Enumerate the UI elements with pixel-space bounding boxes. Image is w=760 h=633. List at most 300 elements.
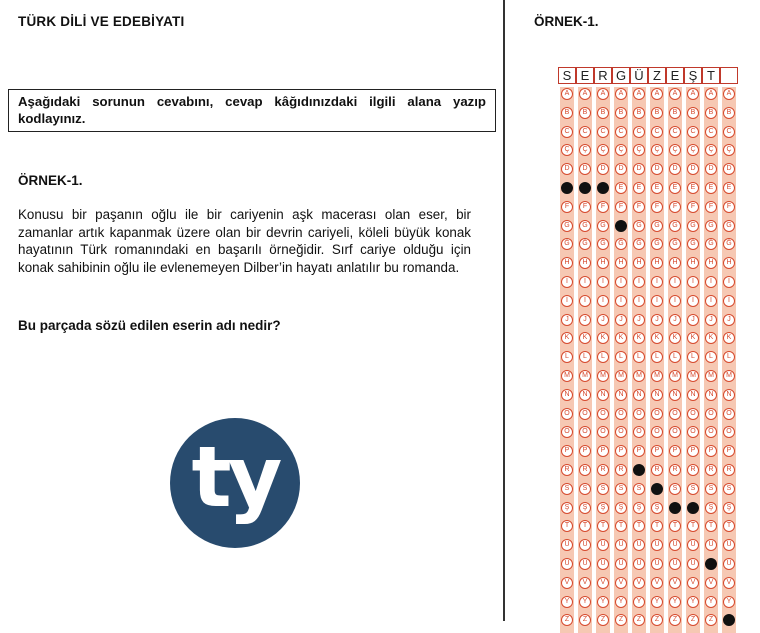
answer-bubble[interactable]: R [687, 464, 699, 476]
answer-bubble[interactable]: V [615, 577, 627, 589]
answer-bubble[interactable]: D [687, 163, 699, 175]
answer-bubble[interactable]: C [597, 126, 609, 138]
answer-bubble[interactable]: Ö [705, 426, 717, 438]
answer-bubble[interactable]: Ş [597, 502, 609, 514]
answer-bubble[interactable]: E [633, 182, 645, 194]
answer-bubble[interactable]: E [705, 182, 717, 194]
answer-bubble[interactable]: R [705, 464, 717, 476]
answer-bubble[interactable]: D [669, 163, 681, 175]
answer-bubble[interactable]: İ [687, 295, 699, 307]
answer-bubble[interactable]: K [615, 332, 627, 344]
answer-bubble[interactable]: H [579, 257, 591, 269]
answer-bubble[interactable]: G [633, 220, 645, 232]
answer-bubble[interactable]: Ç [615, 144, 627, 156]
answer-bubble[interactable]: Ö [651, 426, 663, 438]
answer-bubble[interactable]: V [687, 577, 699, 589]
answer-bubble[interactable]: M [597, 370, 609, 382]
answer-bubble[interactable]: L [615, 351, 627, 363]
answer-bubble[interactable]: P [651, 445, 663, 457]
answer-bubble[interactable]: O [669, 408, 681, 420]
answer-bubble[interactable]: O [615, 408, 627, 420]
answer-bubble[interactable]: M [561, 370, 573, 382]
answer-bubble[interactable]: Z [651, 614, 663, 626]
answer-bubble[interactable]: Ğ [561, 238, 573, 250]
filled-bubble[interactable]: Z [723, 614, 735, 626]
answer-bubble[interactable]: F [669, 201, 681, 213]
page-divider [503, 0, 505, 621]
answer-bubble[interactable]: S [687, 483, 699, 495]
answer-bubble[interactable]: B [615, 107, 627, 119]
answer-bubble[interactable]: P [669, 445, 681, 457]
filled-bubble[interactable]: E [561, 182, 573, 194]
answer-bubble[interactable]: D [651, 163, 663, 175]
answer-bubble[interactable]: Y [597, 596, 609, 608]
answer-bubble[interactable]: T [687, 520, 699, 532]
answer-bubble[interactable]: L [705, 351, 717, 363]
answer-bubble[interactable]: I [633, 276, 645, 288]
answer-bubble[interactable]: G [705, 220, 717, 232]
answer-bubble[interactable]: Ğ [687, 238, 699, 250]
answer-bubble[interactable]: F [597, 201, 609, 213]
answer-bubble[interactable]: S [597, 483, 609, 495]
answer-bubble[interactable]: L [723, 351, 735, 363]
answer-bubble[interactable]: K [705, 332, 717, 344]
answer-bubble[interactable]: R [561, 464, 573, 476]
answer-bubble[interactable]: N [597, 389, 609, 401]
answer-bubble[interactable]: U [705, 539, 717, 551]
answer-bubble[interactable]: K [687, 332, 699, 344]
answer-bubble[interactable]: Ö [669, 426, 681, 438]
answer-bubble[interactable]: Ç [633, 144, 645, 156]
answer-bubble[interactable]: M [651, 370, 663, 382]
answer-bubble[interactable]: Ç [687, 144, 699, 156]
answer-bubble[interactable]: Ö [561, 426, 573, 438]
answer-bubble[interactable]: T [615, 520, 627, 532]
answer-bubble[interactable]: K [597, 332, 609, 344]
answer-bubble[interactable]: M [669, 370, 681, 382]
answer-bubble[interactable]: M [579, 370, 591, 382]
answer-bubble[interactable]: Y [561, 596, 573, 608]
answer-bubble[interactable]: S [615, 483, 627, 495]
answer-bubble[interactable]: J [651, 314, 663, 326]
answer-bubble[interactable]: O [687, 408, 699, 420]
answer-bubble[interactable]: E [651, 182, 663, 194]
answer-bubble[interactable]: K [633, 332, 645, 344]
answer-bubble[interactable]: A [687, 88, 699, 100]
answer-bubble[interactable]: C [705, 126, 717, 138]
answer-bubble[interactable]: A [723, 88, 735, 100]
answer-bubble[interactable]: V [561, 577, 573, 589]
answer-bubble[interactable]: D [579, 163, 591, 175]
answer-bubble[interactable]: Ğ [615, 238, 627, 250]
answer-bubble[interactable]: Ş [561, 502, 573, 514]
answer-bubble[interactable]: S [579, 483, 591, 495]
answer-bubble[interactable]: L [669, 351, 681, 363]
answer-bubble[interactable]: H [705, 257, 717, 269]
answer-bubble[interactable]: T [705, 520, 717, 532]
answer-bubble[interactable]: Ö [723, 426, 735, 438]
answer-bubble[interactable]: Ü [651, 558, 663, 570]
answer-bubble[interactable]: Y [651, 596, 663, 608]
answer-bubble[interactable]: İ [705, 295, 717, 307]
answer-bubble[interactable]: L [561, 351, 573, 363]
answer-bubble[interactable]: C [615, 126, 627, 138]
answer-bubble[interactable]: P [615, 445, 627, 457]
answer-bubble[interactable]: Z [597, 614, 609, 626]
answer-bubble[interactable]: İ [723, 295, 735, 307]
answer-bubble[interactable]: N [687, 389, 699, 401]
answer-bubble[interactable]: Ü [615, 558, 627, 570]
answer-bubble[interactable]: B [651, 107, 663, 119]
answer-bubble[interactable]: Y [723, 596, 735, 608]
filled-bubble[interactable]: Ş [669, 502, 681, 514]
answer-bubble[interactable]: K [669, 332, 681, 344]
answer-bubble[interactable]: Z [579, 614, 591, 626]
answer-bubble[interactable]: E [723, 182, 735, 194]
answer-bubble[interactable]: C [651, 126, 663, 138]
answer-bubble[interactable]: Ş [723, 502, 735, 514]
answer-bubble[interactable]: J [669, 314, 681, 326]
answer-bubble[interactable]: Ü [687, 558, 699, 570]
answer-bubble[interactable]: G [597, 220, 609, 232]
answer-bubble[interactable]: S [669, 483, 681, 495]
answer-bubble[interactable]: N [561, 389, 573, 401]
answer-bubble[interactable]: A [651, 88, 663, 100]
answer-bubble[interactable]: Y [705, 596, 717, 608]
answer-bubble[interactable]: Y [669, 596, 681, 608]
answer-bubble[interactable]: E [687, 182, 699, 194]
answer-bubble[interactable]: A [669, 88, 681, 100]
answer-bubble[interactable]: F [651, 201, 663, 213]
answer-bubble[interactable]: İ [651, 295, 663, 307]
answer-bubble[interactable]: Ü [597, 558, 609, 570]
ty-logo: ty [170, 418, 300, 548]
answer-bubble[interactable]: H [669, 257, 681, 269]
answer-bubble[interactable]: T [633, 520, 645, 532]
answer-bubble[interactable]: H [651, 257, 663, 269]
answer-bubble[interactable]: U [687, 539, 699, 551]
answer-bubble[interactable]: A [705, 88, 717, 100]
answer-bubble[interactable]: O [561, 408, 573, 420]
answer-bubble[interactable]: D [705, 163, 717, 175]
answer-bubble[interactable]: R [615, 464, 627, 476]
answer-bubble[interactable]: N [615, 389, 627, 401]
answer-bubble[interactable]: Ğ [705, 238, 717, 250]
answer-bubble[interactable]: Ğ [723, 238, 735, 250]
answer-bubble[interactable]: N [633, 389, 645, 401]
answer-bubble[interactable]: E [615, 182, 627, 194]
answer-bubble[interactable]: Ğ [597, 238, 609, 250]
answer-bubble[interactable]: H [615, 257, 627, 269]
answer-bubble[interactable]: K [723, 332, 735, 344]
answer-bubble[interactable]: T [597, 520, 609, 532]
answer-bubble[interactable]: A [561, 88, 573, 100]
answer-bubble[interactable]: Z [669, 614, 681, 626]
answer-bubble[interactable]: U [633, 539, 645, 551]
answer-bubble[interactable]: G [669, 220, 681, 232]
answer-bubble[interactable]: T [561, 520, 573, 532]
answer-bubble[interactable]: İ [615, 295, 627, 307]
answer-bubble[interactable]: D [597, 163, 609, 175]
answer-bubble[interactable]: O [579, 408, 591, 420]
answer-bubble[interactable]: Ü [579, 558, 591, 570]
answer-bubble[interactable]: Ş [633, 502, 645, 514]
answer-bubble[interactable]: F [723, 201, 735, 213]
answer-bubble[interactable]: I [669, 276, 681, 288]
answer-bubble[interactable]: Ş [579, 502, 591, 514]
filled-bubble[interactable]: G [615, 220, 627, 232]
answer-bubble[interactable]: N [669, 389, 681, 401]
answer-bubble[interactable]: I [579, 276, 591, 288]
answer-bubble[interactable]: I [561, 276, 573, 288]
answer-bubble[interactable]: B [723, 107, 735, 119]
answer-bubble[interactable]: S [633, 483, 645, 495]
answer-bubble[interactable]: C [723, 126, 735, 138]
answer-bubble[interactable]: K [579, 332, 591, 344]
answer-bubble[interactable]: C [669, 126, 681, 138]
answer-bubble[interactable]: G [579, 220, 591, 232]
answer-bubble[interactable]: İ [597, 295, 609, 307]
answer-bubble[interactable]: U [597, 539, 609, 551]
answer-bubble[interactable]: Ş [705, 502, 717, 514]
answer-bubble[interactable]: İ [669, 295, 681, 307]
answer-bubble[interactable]: H [723, 257, 735, 269]
answer-bubble[interactable]: J [705, 314, 717, 326]
answer-bubble[interactable]: Z [561, 614, 573, 626]
answer-bubble[interactable]: O [705, 408, 717, 420]
answer-bubble[interactable]: H [597, 257, 609, 269]
answer-bubble[interactable]: I [687, 276, 699, 288]
answer-bubble[interactable]: S [705, 483, 717, 495]
filled-bubble[interactable]: E [579, 182, 591, 194]
answer-bubble[interactable]: C [561, 126, 573, 138]
answer-bubble[interactable]: Ş [615, 502, 627, 514]
answer-bubble[interactable]: D [633, 163, 645, 175]
answer-bubble[interactable]: I [705, 276, 717, 288]
answer-bubble[interactable]: D [561, 163, 573, 175]
answer-bubble[interactable]: M [615, 370, 627, 382]
answer-bubble[interactable]: D [615, 163, 627, 175]
answer-bubble[interactable]: N [723, 389, 735, 401]
answer-bubble[interactable]: Ç [705, 144, 717, 156]
answer-bubble[interactable]: T [651, 520, 663, 532]
answer-bubble[interactable]: Ö [597, 426, 609, 438]
answer-bubble[interactable]: Z [633, 614, 645, 626]
answer-bubble[interactable]: Ğ [633, 238, 645, 250]
answer-bubble[interactable]: T [723, 520, 735, 532]
answer-bubble[interactable]: R [579, 464, 591, 476]
answer-bubble[interactable]: P [633, 445, 645, 457]
answer-bubble[interactable]: Y [579, 596, 591, 608]
answer-bubble[interactable]: J [687, 314, 699, 326]
answer-bubble[interactable]: B [633, 107, 645, 119]
answer-bubble[interactable]: S [561, 483, 573, 495]
answer-bubble[interactable]: Ü [669, 558, 681, 570]
answer-bubble[interactable]: Z [705, 614, 717, 626]
answer-bubble[interactable]: R [669, 464, 681, 476]
answer-bubble[interactable]: Ö [633, 426, 645, 438]
answer-bubble[interactable]: Ü [633, 558, 645, 570]
answer-bubble[interactable]: A [615, 88, 627, 100]
answer-bubble[interactable]: O [651, 408, 663, 420]
answer-bubble[interactable]: Ş [651, 502, 663, 514]
answer-bubble[interactable]: U [669, 539, 681, 551]
answer-bubble[interactable]: R [597, 464, 609, 476]
answer-bubble[interactable]: V [597, 577, 609, 589]
answer-bubble[interactable]: Ç [561, 144, 573, 156]
answer-bubble[interactable]: G [687, 220, 699, 232]
answer-bubble[interactable]: İ [579, 295, 591, 307]
answer-bubble[interactable]: F [633, 201, 645, 213]
answer-bubble[interactable]: P [579, 445, 591, 457]
answer-bubble[interactable]: B [687, 107, 699, 119]
answer-letter-cell: G [612, 67, 630, 84]
answer-bubble[interactable]: Ü [561, 558, 573, 570]
answer-bubble[interactable]: U [579, 539, 591, 551]
answer-bubble[interactable]: Ü [723, 558, 735, 570]
answer-bubble[interactable]: Ö [687, 426, 699, 438]
answer-bubble[interactable]: U [723, 539, 735, 551]
answer-bubble[interactable]: I [615, 276, 627, 288]
answer-bubble[interactable]: V [723, 577, 735, 589]
answer-bubble[interactable]: P [705, 445, 717, 457]
answer-bubble[interactable]: P [561, 445, 573, 457]
answer-letter-cell [720, 67, 738, 84]
answer-bubble[interactable]: Z [615, 614, 627, 626]
filled-bubble[interactable]: S [651, 483, 663, 495]
answer-panel [506, 0, 760, 624]
answer-bubble[interactable]: O [633, 408, 645, 420]
answer-bubble[interactable]: Ğ [579, 238, 591, 250]
subject-title: TÜRK DİLİ VE EDEBİYATI [18, 14, 185, 29]
answer-bubble[interactable]: U [651, 539, 663, 551]
answer-bubble[interactable]: K [561, 332, 573, 344]
answer-bubble[interactable]: T [579, 520, 591, 532]
answer-bubble[interactable]: Y [633, 596, 645, 608]
answer-bubble[interactable]: R [651, 464, 663, 476]
answer-bubble[interactable]: F [561, 201, 573, 213]
answer-bubble[interactable]: Y [615, 596, 627, 608]
answer-bubble[interactable]: F [687, 201, 699, 213]
answer-bubble[interactable]: A [633, 88, 645, 100]
answer-bubble[interactable]: I [723, 276, 735, 288]
answer-bubble[interactable]: K [651, 332, 663, 344]
answer-bubble[interactable]: L [651, 351, 663, 363]
answer-bubble[interactable]: B [705, 107, 717, 119]
answer-bubble[interactable]: L [687, 351, 699, 363]
answer-bubble[interactable]: N [579, 389, 591, 401]
answer-bubble[interactable]: E [669, 182, 681, 194]
filled-bubble[interactable]: R [633, 464, 645, 476]
answer-bubble[interactable]: B [669, 107, 681, 119]
answer-bubble[interactable]: C [633, 126, 645, 138]
filled-bubble[interactable]: Ş [687, 502, 699, 514]
answer-bubble[interactable]: H [561, 257, 573, 269]
answer-bubble[interactable]: B [579, 107, 591, 119]
answer-bubble[interactable]: J [615, 314, 627, 326]
answer-bubble[interactable]: Ğ [669, 238, 681, 250]
answer-bubble[interactable]: B [561, 107, 573, 119]
answer-bubble[interactable]: J [597, 314, 609, 326]
answer-bubble[interactable]: P [687, 445, 699, 457]
answer-bubble[interactable]: M [723, 370, 735, 382]
answer-bubble[interactable]: U [615, 539, 627, 551]
answer-bubble[interactable]: F [615, 201, 627, 213]
answer-bubble[interactable]: F [705, 201, 717, 213]
filled-bubble[interactable]: Ü [705, 558, 717, 570]
answer-bubble[interactable]: Ç [669, 144, 681, 156]
answer-bubble[interactable]: U [561, 539, 573, 551]
answer-bubble[interactable]: Ö [615, 426, 627, 438]
answer-bubble[interactable]: G [723, 220, 735, 232]
answer-bubble[interactable]: R [723, 464, 735, 476]
answer-bubble[interactable]: Ç [723, 144, 735, 156]
answer-bubble[interactable]: V [633, 577, 645, 589]
answer-bubble[interactable]: S [723, 483, 735, 495]
filled-bubble[interactable]: E [597, 182, 609, 194]
answer-bubble[interactable]: V [651, 577, 663, 589]
answer-bubble[interactable]: Ç [579, 144, 591, 156]
answer-bubble[interactable]: Ç [651, 144, 663, 156]
answer-bubble[interactable]: İ [561, 295, 573, 307]
answer-bubble[interactable]: I [597, 276, 609, 288]
answer-bubble[interactable]: N [651, 389, 663, 401]
answer-bubble[interactable]: V [705, 577, 717, 589]
answer-bubble[interactable]: O [723, 408, 735, 420]
answer-bubble[interactable]: C [579, 126, 591, 138]
question-text: Bu parçada sözü edilen eserin adı nedir? [18, 318, 281, 333]
answer-bubble[interactable]: J [723, 314, 735, 326]
answer-bubble[interactable]: Y [687, 596, 699, 608]
answer-letter-cell: E [666, 67, 684, 84]
answer-bubble[interactable]: A [579, 88, 591, 100]
answer-bubble[interactable]: P [597, 445, 609, 457]
answer-bubble[interactable]: M [633, 370, 645, 382]
answer-bubble[interactable]: F [579, 201, 591, 213]
answer-bubble[interactable]: P [723, 445, 735, 457]
answer-bubble[interactable]: D [723, 163, 735, 175]
answer-bubble[interactable]: V [579, 577, 591, 589]
answer-bubble[interactable]: M [687, 370, 699, 382]
answer-bubble[interactable]: H [687, 257, 699, 269]
answer-letter-cell: Ş [684, 67, 702, 84]
answer-bubble[interactable]: J [579, 314, 591, 326]
answer-bubble[interactable]: C [687, 126, 699, 138]
answer-bubble[interactable]: L [579, 351, 591, 363]
answer-bubble[interactable]: Ç [597, 144, 609, 156]
answer-bubble[interactable]: J [561, 314, 573, 326]
answer-bubble[interactable]: J [633, 314, 645, 326]
answer-bubble[interactable]: A [597, 88, 609, 100]
answer-bubble[interactable]: V [669, 577, 681, 589]
answer-bubble[interactable]: G [651, 220, 663, 232]
answer-bubble[interactable]: Ğ [651, 238, 663, 250]
answer-bubble[interactable]: O [597, 408, 609, 420]
answer-bubble[interactable]: L [633, 351, 645, 363]
answer-bubble[interactable]: G [561, 220, 573, 232]
answer-bubble[interactable]: B [597, 107, 609, 119]
answer-bubble[interactable]: Ö [579, 426, 591, 438]
answer-example-title: ÖRNEK-1. [534, 14, 599, 29]
answer-bubble[interactable]: H [633, 257, 645, 269]
answer-bubble[interactable]: Z [687, 614, 699, 626]
answer-bubble[interactable]: N [705, 389, 717, 401]
answer-bubble[interactable]: L [597, 351, 609, 363]
answer-bubble[interactable]: T [669, 520, 681, 532]
answer-bubble[interactable]: I [651, 276, 663, 288]
answer-bubble[interactable]: M [705, 370, 717, 382]
answer-bubble[interactable]: İ [633, 295, 645, 307]
